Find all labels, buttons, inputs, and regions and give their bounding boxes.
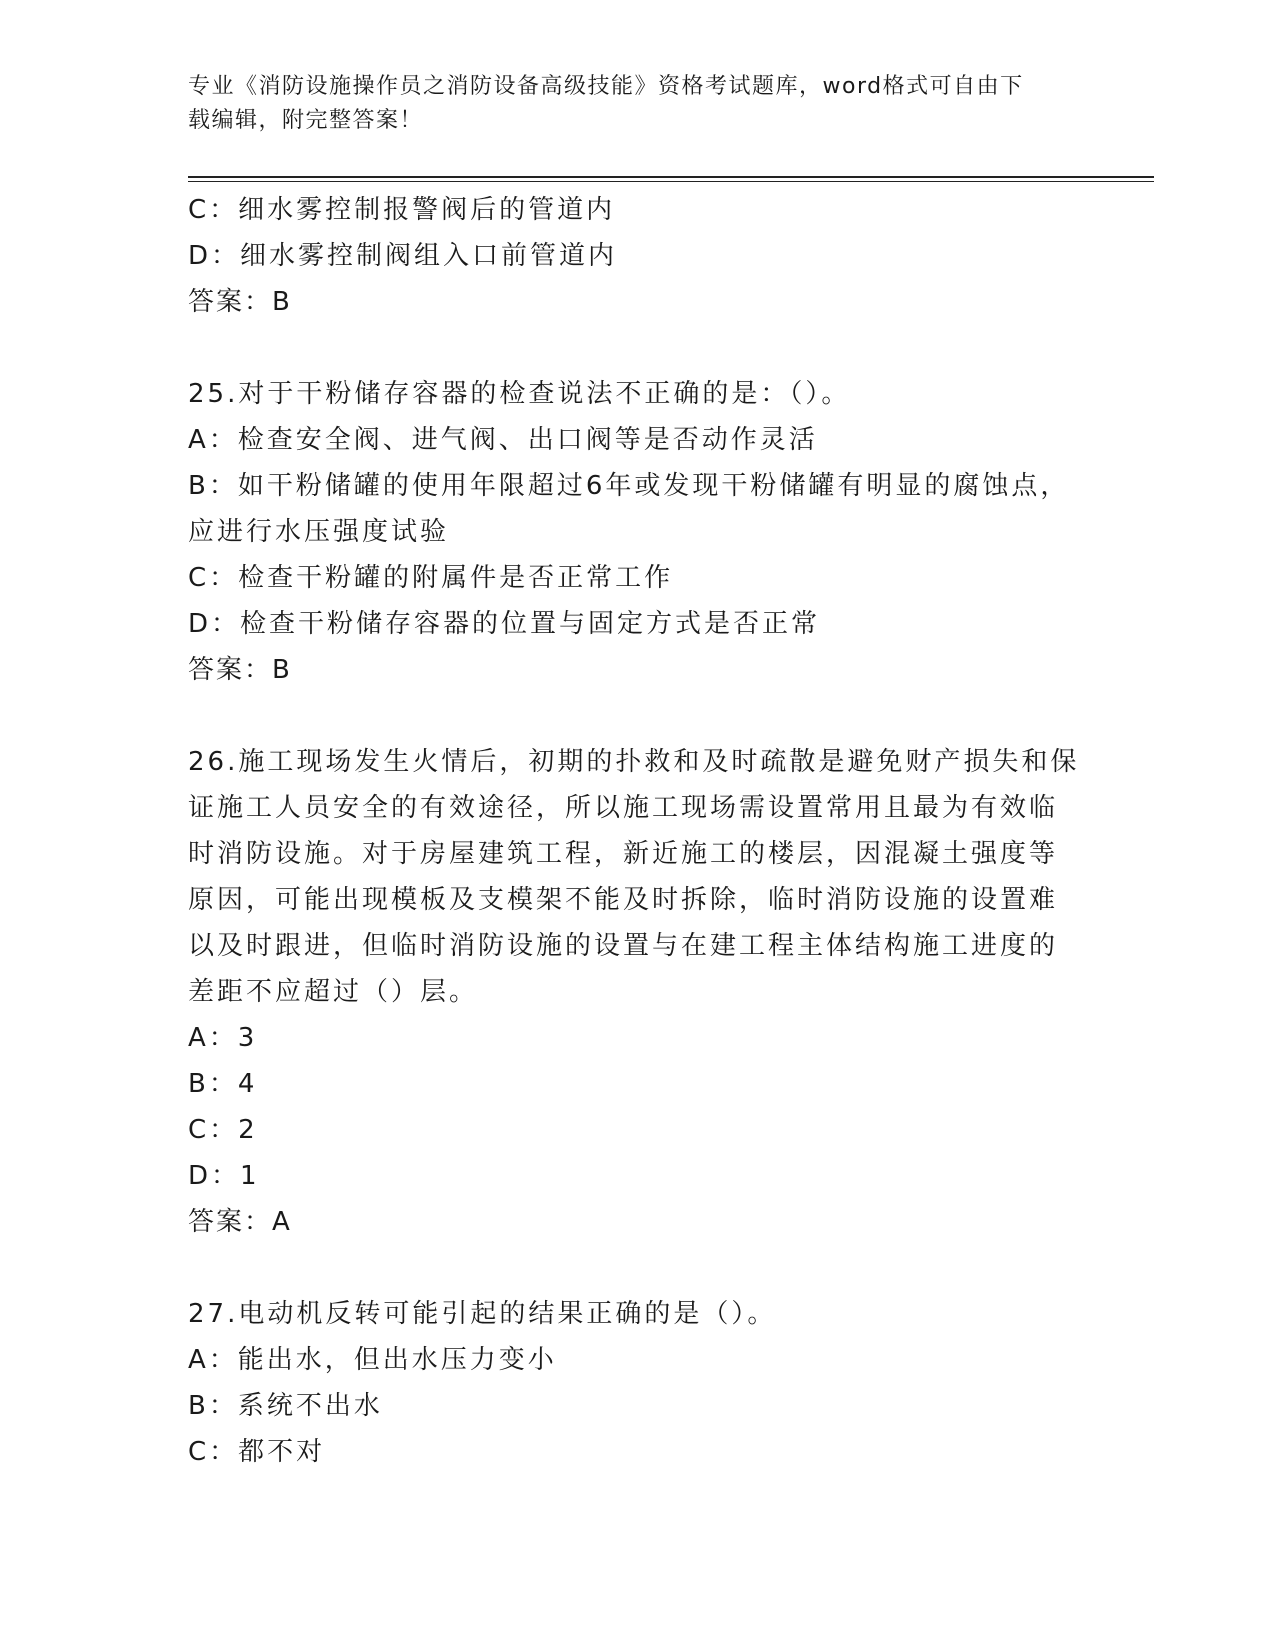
- answer: 答案：B: [188, 655, 292, 685]
- option-d: D：1: [188, 1161, 260, 1191]
- option-a: A：能出水，但出水压力变小: [188, 1345, 557, 1375]
- option-c: C：都不对: [188, 1437, 326, 1467]
- answer: 答案：B: [188, 287, 292, 317]
- question-27: [188, 1291, 1088, 1475]
- header-line-2: 载编辑，附完整答案！: [188, 108, 424, 133]
- question-25: [188, 371, 1088, 693]
- option-a: A：3: [188, 1023, 258, 1053]
- option-d: D：细水雾控制阀组入口前管道内: [188, 241, 618, 271]
- header-line-1: 专业《消防设施操作员之消防设备高级技能》资格考试题库，word格式可自由下: [188, 74, 1024, 99]
- question-26: [188, 739, 1088, 1245]
- option-a: A：检查安全阀、进气阀、出口阀等是否动作灵活: [188, 425, 818, 455]
- option-c: C：细水雾控制报警阀后的管道内: [188, 195, 616, 225]
- answer: 答案：A: [188, 1207, 292, 1237]
- question-stem: 25.对于干粉储存容器的检查说法不正确的是：（）。: [188, 379, 851, 409]
- document-header: [188, 70, 1088, 138]
- question-stem: 26.施工现场发生火情后，初期的扑救和及时疏散是避免财产损失和保 证施工人员安全的有效途径，所以施工现场需设置常用且最为有效临 时消防设施。对于房屋建筑工程，新近施工的楼层，因混凝土强度等 原因，可能出现模板及支模架不能及时拆除，临时消防设施的设置难 以及时跟进，但临时消防设施的设置与在建工程主体结构施工进度的 差距不应超过（）层。: [188, 747, 1080, 1007]
- question-stem: 27.电动机反转可能引起的结果正确的是（）。: [188, 1299, 777, 1329]
- option-b: B：系统不出水: [188, 1391, 383, 1421]
- option-c: C：检查干粉罐的附属件是否正常工作: [188, 563, 674, 593]
- option-b: B：4: [188, 1069, 258, 1099]
- header-rule-thick: [188, 176, 1154, 178]
- option-d: D：检查干粉储存容器的位置与固定方式是否正常: [188, 609, 821, 639]
- option-b: B：如干粉储罐的使用年限超过6年或发现干粉储罐有明显的腐蚀点，: [188, 471, 1070, 501]
- header-rule-thin: [188, 181, 1154, 182]
- option-c: C：2: [188, 1115, 258, 1145]
- option-b-continued: 应进行水压强度试验: [188, 517, 450, 547]
- question-list: [188, 187, 1088, 1475]
- question-24-tail: [188, 187, 1088, 325]
